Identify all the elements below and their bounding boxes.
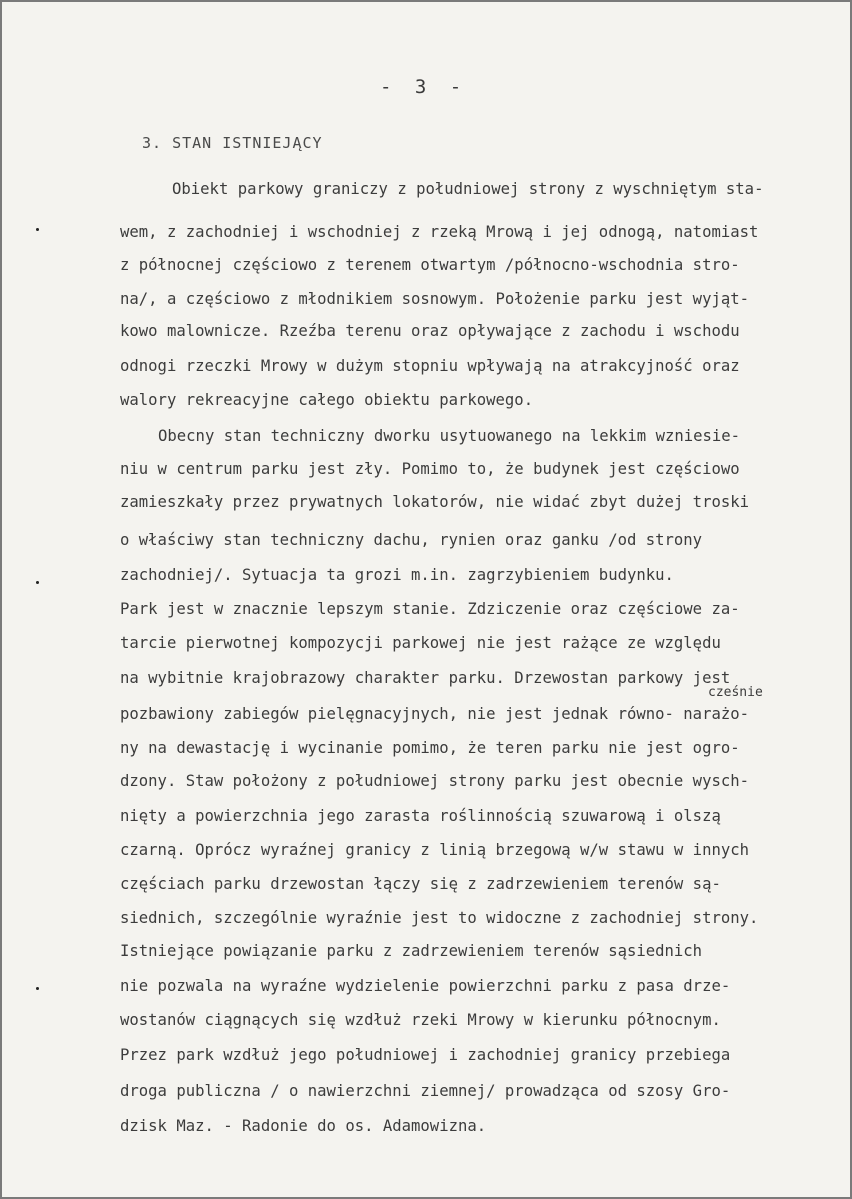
text-line: zachodniej/. Sytuacja ta grozi m.in. zagrzybieniem budynku.	[120, 566, 674, 584]
text-line: wem, z zachodniej i wschodniej z rzeką Mrową i jej odnogą, natomiast	[120, 223, 759, 241]
text-line: tarcie pierwotnej kompozycji parkowej nie jest rażące ze względu	[120, 634, 721, 652]
text-line: ny na dewastację i wycinanie pomimo, że teren parku nie jest ogro-	[120, 739, 740, 757]
text-line: walory rekreacyjne całego obiektu parkowego.	[120, 391, 534, 409]
text-line: Istniejące powiązanie parku z zadrzewieniem terenów sąsiednich	[120, 942, 703, 960]
text-line: Obiekt parkowy graniczy z południowej strony z wyschniętym sta-	[172, 180, 764, 198]
text-line: dzony. Staw położony z południowej strony parku jest obecnie wysch-	[120, 772, 750, 790]
text-line: pozbawiony zabiegów pielęgnacyjnych, nie jest jednak równo- narażo-	[120, 705, 750, 723]
margin-mark	[36, 228, 39, 231]
text-line: nie pozwala na wyraźne wydzielenie powierzchni parku z pasa drze-	[120, 977, 731, 995]
text-line: o właściwy stan techniczny dachu, rynien oraz ganku /od strony	[120, 531, 703, 549]
text-line: nięty a powierzchnia jego zarasta roślinnością szuwarową i olszą	[120, 807, 721, 825]
page-number: - 3 -	[380, 76, 468, 98]
margin-mark	[36, 581, 39, 584]
text-line: zamieszkały przez prywatnych lokatorów, nie widać zbyt dużej troski	[120, 493, 750, 511]
text-line: na wybitnie krajobrazowy charakter parku. Drzewostan parkowy jest	[120, 669, 731, 687]
text-line: droga publiczna / o nawierzchni ziemnej/ prowadząca od szosy Gro-	[120, 1082, 731, 1100]
text-line: częściach parku drzewostan łączy się z zadrzewieniem terenów są-	[120, 875, 721, 893]
text-line: odnogi rzeczki Mrowy w dużym stopniu wpływają na atrakcyjność oraz	[120, 357, 740, 375]
document-page	[2, 2, 850, 1197]
text-line: Obecny stan techniczny dworku usytuowanego na lekkim wzniesie-	[158, 427, 741, 445]
handwritten-insertion: cześnie	[708, 685, 763, 700]
text-line: wostanów ciągnących się wzdłuż rzeki Mrowy w kierunku północnym.	[120, 1011, 721, 1029]
text-line: niu w centrum parku jest zły. Pomimo to, że budynek jest częściowo	[120, 460, 740, 478]
text-line: Przez park wzdłuż jego południowej i zachodniej granicy przebiega	[120, 1046, 731, 1064]
text-line: na/, a częściowo z młodnikiem sosnowym. Położenie parku jest wyjąt-	[120, 290, 750, 308]
text-line: Park jest w znacznie lepszym stanie. Zdziczenie oraz częściowe za-	[120, 600, 740, 618]
section-heading: 3. STAN ISTNIEJĄCY	[142, 134, 323, 152]
text-line: z północnej częściowo z terenem otwartym /północno-wschodnia stro-	[120, 256, 740, 274]
text-line: kowo malownicze. Rzeźba terenu oraz opływające z zachodu i wschodu	[120, 322, 740, 340]
text-line: czarną. Oprócz wyraźnej granicy z linią brzegową w/w stawu w innych	[120, 841, 750, 859]
margin-mark	[36, 987, 39, 990]
text-line: dzisk Maz. - Radonie do os. Adamowizna.	[120, 1117, 487, 1135]
text-line: siednich, szczególnie wyraźnie jest to widoczne z zachodniej strony.	[120, 909, 759, 927]
